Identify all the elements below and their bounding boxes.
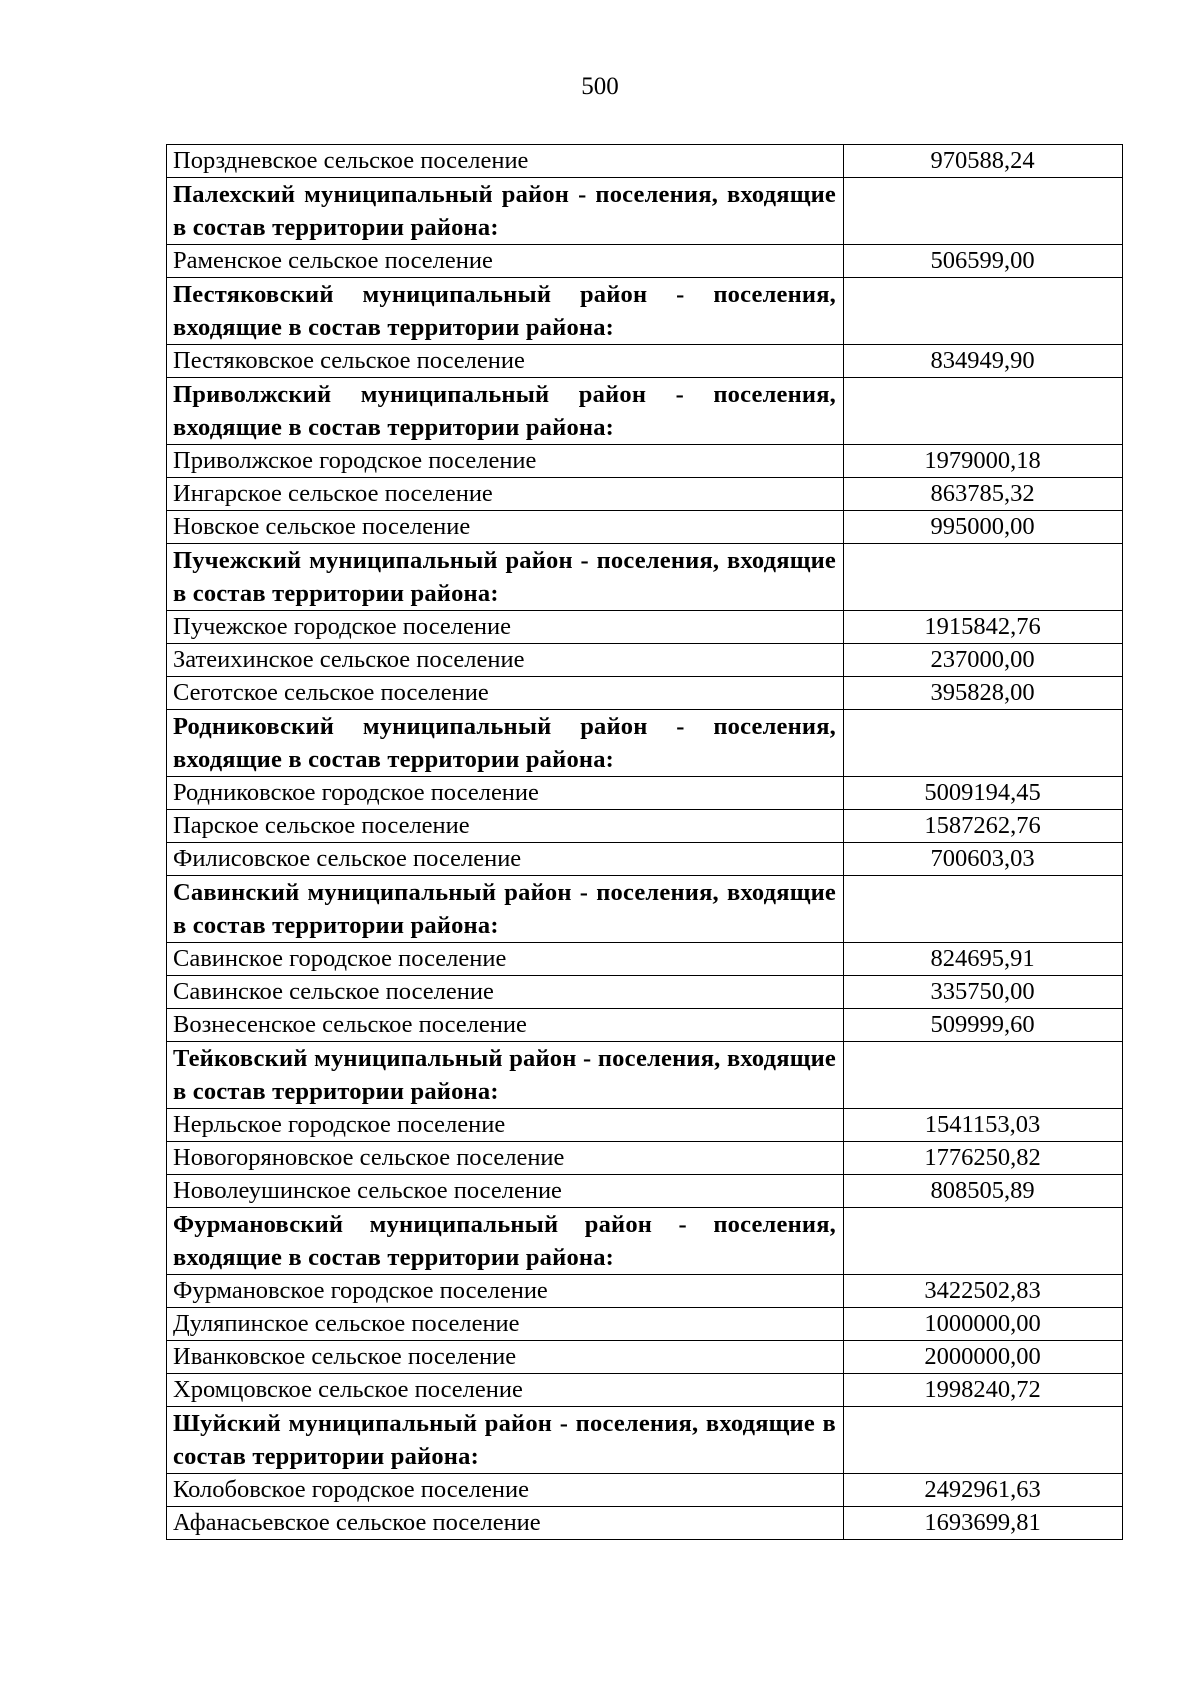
district-header-row <box>167 1208 1123 1275</box>
settlement-row <box>167 1009 1123 1042</box>
settlement-name-cell: Новолеушинское сельское поселение <box>167 1175 844 1208</box>
amount-cell <box>844 544 1123 611</box>
amount-cell <box>844 1042 1123 1109</box>
settlement-row <box>167 478 1123 511</box>
amount-cell: 1998240,72 <box>844 1374 1123 1407</box>
settlement-row <box>167 511 1123 544</box>
settlement-name-cell: Фурмановское городское поселение <box>167 1275 844 1308</box>
settlement-allocation-table <box>166 144 1123 1540</box>
settlement-name-cell: Афанасьевское сельское поселение <box>167 1507 844 1540</box>
settlement-name-cell: Вознесенское сельское поселение <box>167 1009 844 1042</box>
settlement-name-cell: Затеихинское сельское поселение <box>167 644 844 677</box>
amount-cell: 863785,32 <box>844 478 1123 511</box>
amount-cell: 1979000,18 <box>844 445 1123 478</box>
amount-cell: 509999,60 <box>844 1009 1123 1042</box>
district-name-cell: Приволжский муниципальный район - поселения, входящие в состав территории района: <box>167 378 844 445</box>
settlement-name-cell: Колобовское городское поселение <box>167 1474 844 1507</box>
settlement-name-cell: Иванковское сельское поселение <box>167 1341 844 1374</box>
district-header-row <box>167 278 1123 345</box>
settlement-name-cell: Филисовское сельское поселение <box>167 843 844 876</box>
amount-cell: 506599,00 <box>844 245 1123 278</box>
amount-cell: 1587262,76 <box>844 810 1123 843</box>
amount-cell: 395828,00 <box>844 677 1123 710</box>
settlement-row <box>167 677 1123 710</box>
settlement-row <box>167 976 1123 1009</box>
table-body <box>167 145 1123 1540</box>
settlement-row <box>167 611 1123 644</box>
amount-cell: 1541153,03 <box>844 1109 1123 1142</box>
amount-cell <box>844 710 1123 777</box>
settlement-row <box>167 1275 1123 1308</box>
amount-cell: 808505,89 <box>844 1175 1123 1208</box>
settlement-name-cell: Раменское сельское поселение <box>167 245 844 278</box>
settlement-name-cell: Савинское сельское поселение <box>167 976 844 1009</box>
settlement-row <box>167 943 1123 976</box>
page-number: 500 <box>581 73 619 100</box>
amount-cell: 5009194,45 <box>844 777 1123 810</box>
district-name-cell: Палехский муниципальный район - поселения, входящие в состав территории района: <box>167 178 844 245</box>
amount-cell: 970588,24 <box>844 145 1123 178</box>
settlement-name-cell: Пестяковское сельское поселение <box>167 345 844 378</box>
amount-cell <box>844 278 1123 345</box>
amount-cell: 824695,91 <box>844 943 1123 976</box>
amount-cell: 1915842,76 <box>844 611 1123 644</box>
settlement-name-cell: Савинское городское поселение <box>167 943 844 976</box>
amount-cell: 834949,90 <box>844 345 1123 378</box>
amount-cell: 335750,00 <box>844 976 1123 1009</box>
district-header-row <box>167 710 1123 777</box>
settlement-row <box>167 810 1123 843</box>
amount-cell: 1776250,82 <box>844 1142 1123 1175</box>
settlement-row <box>167 1142 1123 1175</box>
amount-cell: 237000,00 <box>844 644 1123 677</box>
district-name-cell: Родниковский муниципальный район - поселения, входящие в состав территории района: <box>167 710 844 777</box>
settlement-row <box>167 1474 1123 1507</box>
district-name-cell: Тейковский муниципальный район - поселения, входящие в состав территории района: <box>167 1042 844 1109</box>
amount-cell <box>844 1407 1123 1474</box>
settlement-row <box>167 1109 1123 1142</box>
district-header-row <box>167 876 1123 943</box>
district-name-cell: Шуйский муниципальный район - поселения, входящие в состав территории района: <box>167 1407 844 1474</box>
settlement-row <box>167 1341 1123 1374</box>
amount-cell <box>844 178 1123 245</box>
district-name-cell: Пестяковский муниципальный район - поселения, входящие в состав территории района: <box>167 278 844 345</box>
settlement-name-cell: Дуляпинское сельское поселение <box>167 1308 844 1341</box>
amount-cell: 1693699,81 <box>844 1507 1123 1540</box>
district-name-cell: Пучежский муниципальный район - поселения, входящие в состав территории района: <box>167 544 844 611</box>
settlement-name-cell: Приволжское городское поселение <box>167 445 844 478</box>
settlement-name-cell: Сеготское сельское поселение <box>167 677 844 710</box>
settlement-name-cell: Родниковское городское поселение <box>167 777 844 810</box>
amount-cell: 995000,00 <box>844 511 1123 544</box>
settlement-name-cell: Порздневское сельское поселение <box>167 145 844 178</box>
amount-cell: 2000000,00 <box>844 1341 1123 1374</box>
settlement-row <box>167 245 1123 278</box>
amount-cell: 2492961,63 <box>844 1474 1123 1507</box>
district-header-row <box>167 378 1123 445</box>
amount-cell: 3422502,83 <box>844 1275 1123 1308</box>
district-name-cell: Савинский муниципальный район - поселения, входящие в состав территории района: <box>167 876 844 943</box>
settlement-row <box>167 1175 1123 1208</box>
settlement-name-cell: Хромцовское сельское поселение <box>167 1374 844 1407</box>
settlement-row <box>167 843 1123 876</box>
settlement-name-cell: Ингарское сельское поселение <box>167 478 844 511</box>
settlement-row <box>167 345 1123 378</box>
settlement-name-cell: Новогоряновское сельское поселение <box>167 1142 844 1175</box>
district-header-row <box>167 178 1123 245</box>
district-name-cell: Фурмановский муниципальный район - поселения, входящие в состав территории района: <box>167 1208 844 1275</box>
amount-cell <box>844 378 1123 445</box>
settlement-row <box>167 777 1123 810</box>
settlement-name-cell: Нерльское городское поселение <box>167 1109 844 1142</box>
amount-cell <box>844 1208 1123 1275</box>
settlement-row <box>167 1507 1123 1540</box>
settlement-row <box>167 1374 1123 1407</box>
settlement-row <box>167 1308 1123 1341</box>
settlement-name-cell: Пучежское городское поселение <box>167 611 844 644</box>
settlement-name-cell: Новское сельское поселение <box>167 511 844 544</box>
amount-cell: 700603,03 <box>844 843 1123 876</box>
settlement-name-cell: Парское сельское поселение <box>167 810 844 843</box>
settlement-row <box>167 145 1123 178</box>
amount-cell: 1000000,00 <box>844 1308 1123 1341</box>
amount-cell <box>844 876 1123 943</box>
district-header-row <box>167 1042 1123 1109</box>
settlement-row <box>167 445 1123 478</box>
district-header-row <box>167 1407 1123 1474</box>
district-header-row <box>167 544 1123 611</box>
settlement-row <box>167 644 1123 677</box>
